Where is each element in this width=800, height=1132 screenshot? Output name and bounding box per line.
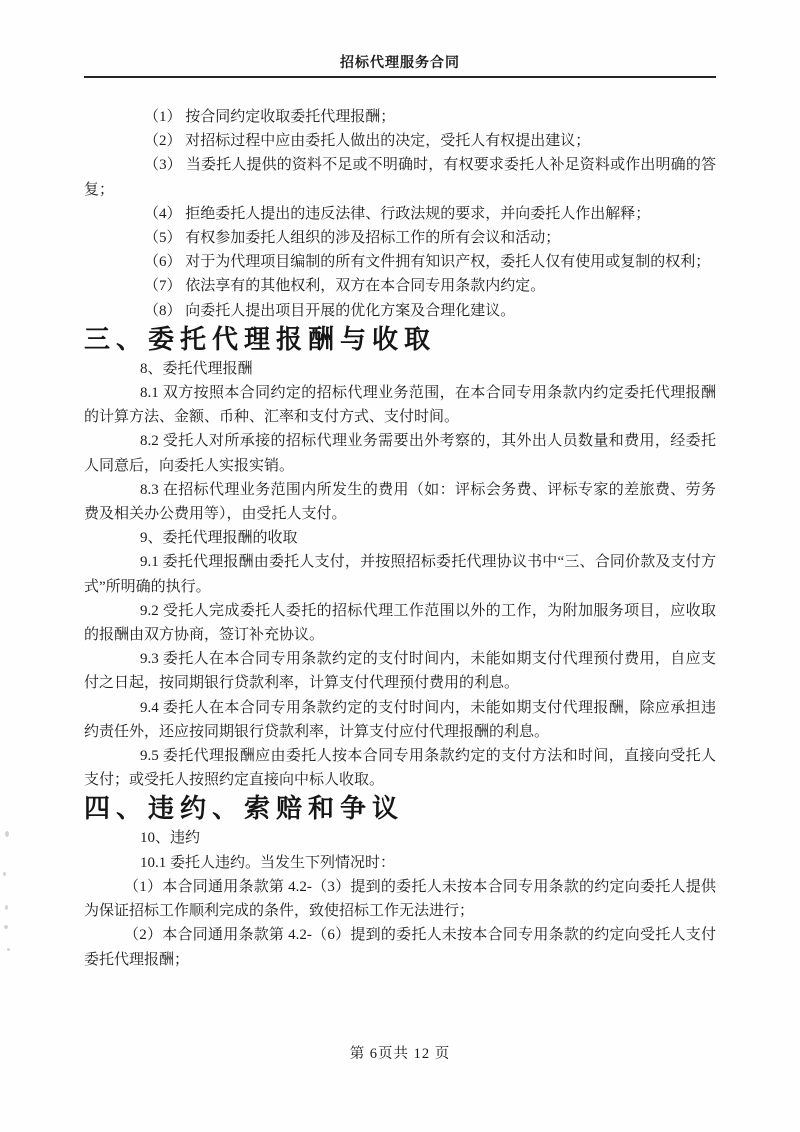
clause-9-5: 9.5 委托代理报酬应由委托人按本合同专用条款约定的支付方法和时间，直接向受托人支付；或受托人按照约定直接向中标人收取。 (84, 748, 716, 789)
scan-speck (3, 872, 6, 876)
document-title: 招标代理服务合同 (340, 56, 460, 71)
page-header (84, 0, 716, 78)
clause-9-title: 9、委托代理报酬的收取 (140, 530, 298, 547)
breach-item-2: （2）本合同通用条款第 4.2-（6）提到的委托人未按本合同专用条款的约定向受托人支付委托代理报酬； (84, 927, 716, 968)
section-heading-4: 四、违约、索赔和争议 (84, 794, 405, 824)
scan-speck (5, 831, 9, 837)
clause-10-1: 10.1 委托人违约。当发生下列情况时： (140, 854, 396, 871)
clause-10-title: 10、违约 (140, 830, 201, 847)
breach-item-1: （1）本合同通用条款第 4.2-（3）提到的委托人未按本合同专用条款的约定向委托人提供为保证招标工作顺利完成的条件，致使招标工作无法进行； (84, 878, 716, 920)
scan-speck (5, 905, 8, 910)
document-body (84, 78, 716, 972)
clause-item-8: （8） 向委托人提出项目开展的优化方案及合理化建议。 (144, 302, 516, 319)
clause-item-1: （1） 按合同约定收取委托代理报酬； (144, 109, 396, 125)
clause-item-3: （3） 当委托人提供的资料不足或不明确时，有权要求委托人补足资料或作出明确的答复； (84, 157, 716, 198)
clause-9-2: 9.2 受托人完成委托人委托的招标代理工作范围以外的工作，为附加服务项目，应收取的报酬由双方协商，签订补充协议。 (84, 602, 716, 644)
clause-8-2: 8.2 受托人对所承接的招标代理业务需要出外考察的，其外出人员数量和费用，经委托人同意后，向委托人实报实销。 (84, 433, 716, 474)
clause-item-4: （4） 拒绝委托人提出的违反法律、行政法规的要求，并向委托人作出解释； (144, 205, 651, 222)
clause-8-1: 8.1 双方按照本合同约定的招标代理业务范围，在本合同专用条款内约定委托代理报酬的计算方法、金额、币种、汇率和支付方式、支付时间。 (84, 385, 716, 426)
clause-8-title: 8、委托代理报酬 (140, 360, 253, 377)
scan-speck (7, 948, 10, 951)
clause-item-6: （6） 对于为代理项目编制的所有文件拥有知识产权，委托人仅有使用或复制的权利； (144, 254, 711, 271)
clause-8-3: 8.3 在招标代理业务范围内所发生的费用（如：评标会务费、评标专家的差旅费、劳务费及相关办公费用等），由受托人支付。 (84, 481, 716, 523)
clause-item-5: （5） 有权参加委托人组织的涉及招标工作的所有会议和活动； (144, 230, 561, 247)
clause-item-2: （2） 对招标过程中应由委托人做出的决定，受托人有权提出建议； (144, 133, 591, 150)
clause-9-4: 9.4 委托人在本合同专用条款约定的支付时间内，未能如期支付代理报酬，除应承担违约责任外，还应按同期银行贷款利率，计算支付应付代理报酬的利息。 (84, 699, 716, 740)
clause-item-7: （7） 依法享有的其他权利，双方在本合同专用条款内约定。 (144, 278, 546, 295)
scan-speck (4, 925, 8, 929)
page-number: 第 6页共 12 页 (349, 1046, 451, 1062)
section-heading-3: 三、委托代理报酬与收取 (84, 324, 437, 354)
clause-9-3: 9.3 委托人在本合同专用条款约定的支付时间内，未能如期支付代理预付费用，自应支付之日起，按同期银行贷款利率，计算支付代理预付费用的利息。 (84, 651, 716, 692)
clause-9-1: 9.1 委托代理报酬由委托人支付，并按照招标委托代理协议书中“三、合同价款及支付方式”所明确的执行。 (84, 554, 716, 595)
